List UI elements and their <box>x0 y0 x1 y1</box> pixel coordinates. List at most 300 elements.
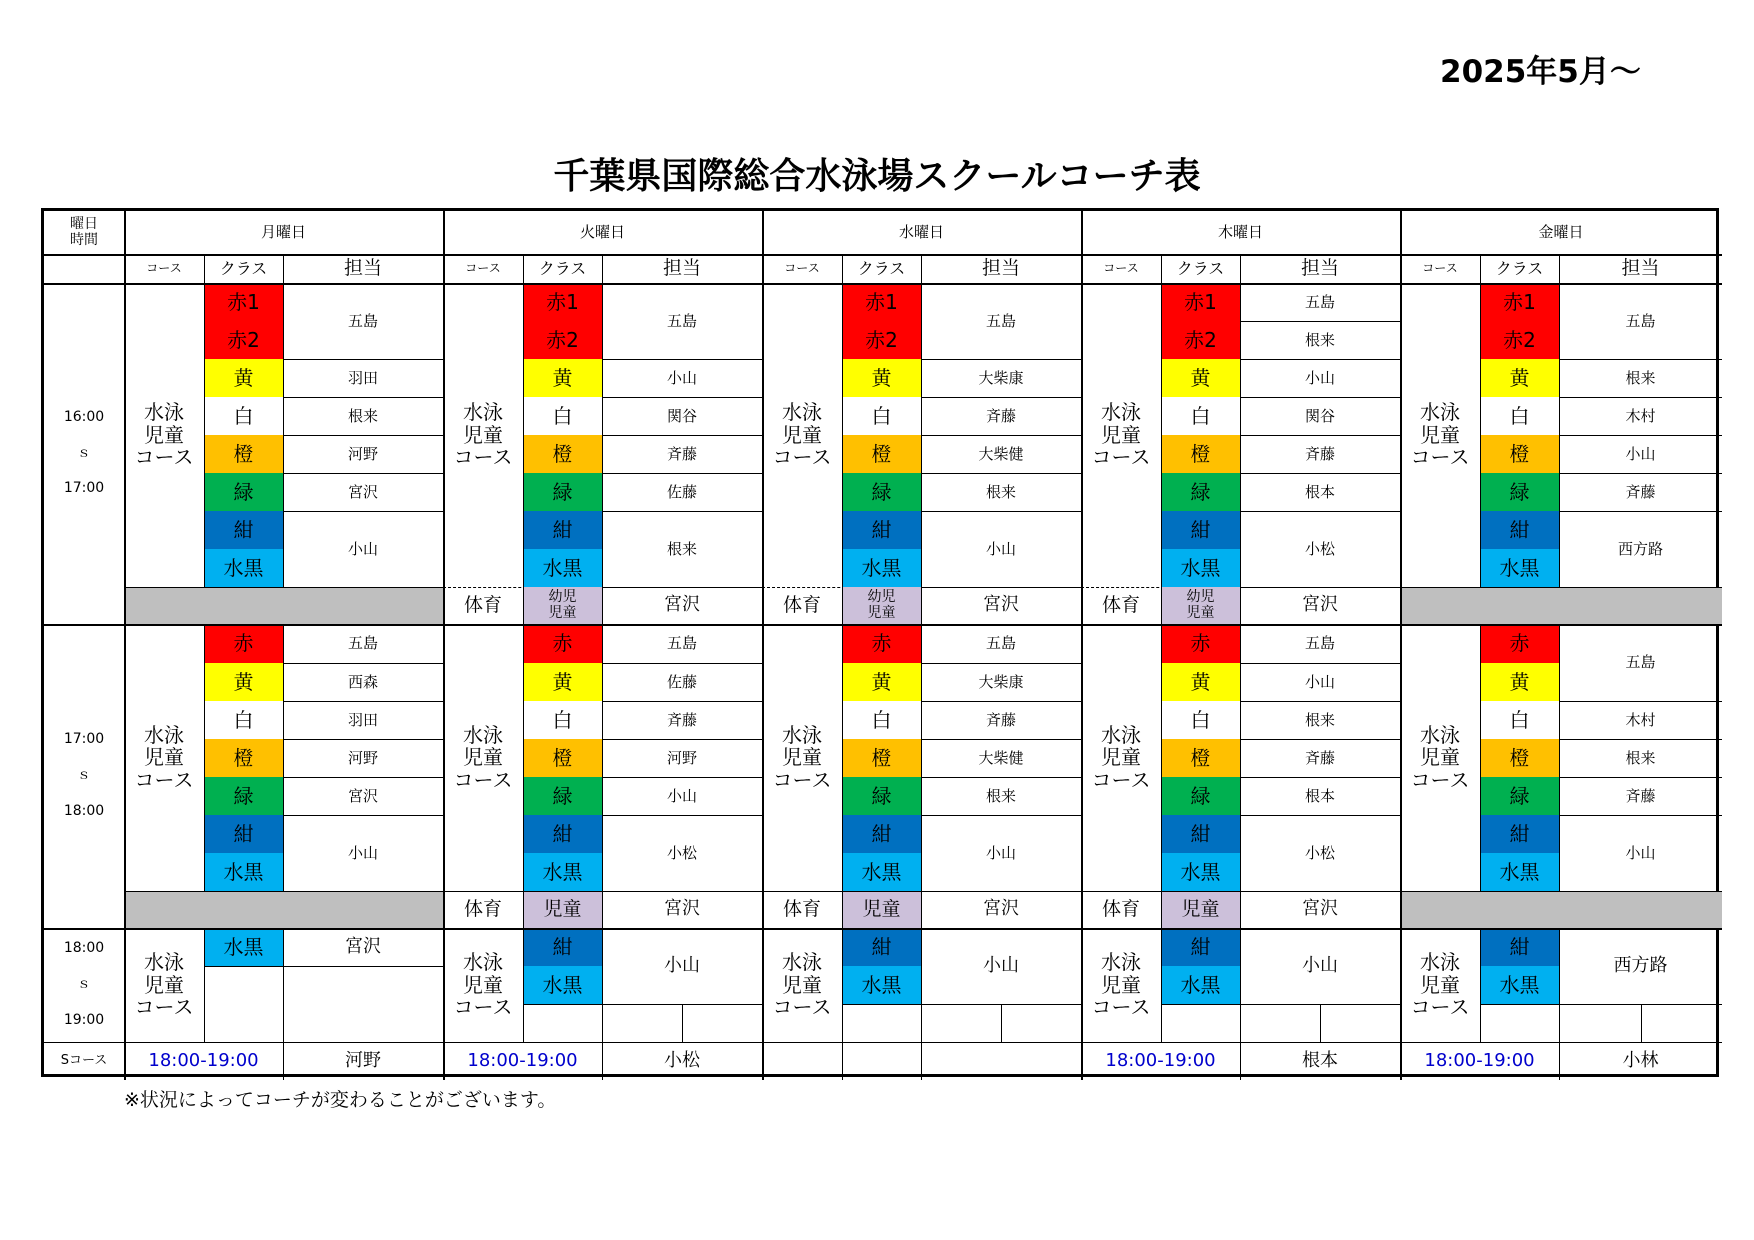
coach-cell: 小松 <box>664 1049 700 1071</box>
coach-cell: 河野 <box>345 1049 381 1071</box>
class-cell-kids: 児童 <box>1161 891 1240 928</box>
class-cell: 橙 <box>204 739 283 777</box>
grid-line <box>204 966 443 967</box>
taiiku-label: 体育 <box>1101 593 1140 616</box>
coach-cell: 宮沢 <box>664 898 700 920</box>
course-subheader: コース <box>784 260 820 275</box>
day-header-tue: 火曜日 <box>579 223 625 242</box>
class-cell: 緑 <box>842 473 921 511</box>
course-label: 水泳 児童 コース <box>1091 722 1151 792</box>
class-cell: 黄 <box>1161 359 1240 397</box>
grid-line <box>1161 928 1162 1042</box>
coach-cell: 五島 <box>666 311 697 330</box>
class-cell: 赤 <box>1161 624 1240 663</box>
grid-line <box>1559 928 1560 1042</box>
coach-cell: 宮沢 <box>1302 898 1338 920</box>
grid-line <box>602 928 603 1042</box>
coach-cell: 木村 <box>1625 710 1656 729</box>
class-cell: 水黒 <box>204 549 283 587</box>
course-label: 水泳 児童 コース <box>1410 400 1470 470</box>
grid-line <box>1400 891 1722 892</box>
grid-line <box>1480 928 1481 1042</box>
coach-cell: 木村 <box>1625 406 1656 425</box>
coach-cell: 佐藤 <box>666 482 697 501</box>
class-cell: 紺 <box>842 815 921 853</box>
grid-line <box>523 254 524 283</box>
grid-line <box>1161 891 1162 928</box>
coach-cell: 関谷 <box>1304 406 1335 425</box>
class-cell: 水黒 <box>523 853 602 891</box>
footnote: ※状況によってコーチが変わることがございます。 <box>124 1089 557 1111</box>
s-course-time: 18:00-19:00 <box>148 1049 259 1071</box>
grid-line <box>1161 587 1162 624</box>
time-label: 19:00 <box>63 1011 105 1028</box>
time-label: 17:00 <box>63 731 105 748</box>
class-cell: 赤 <box>523 624 602 663</box>
grid-line <box>682 1004 683 1042</box>
coach-cell: 小松 <box>1304 843 1335 862</box>
course-label: 水泳 児童 コース <box>453 400 513 470</box>
class-cell: 緑 <box>204 473 283 511</box>
grid-line <box>842 587 843 624</box>
grid-line <box>602 891 603 928</box>
coach-cell: 宮沢 <box>983 898 1019 920</box>
gray-empty-row <box>1400 891 1722 928</box>
class-cell: 白 <box>1161 397 1240 435</box>
coach-cell: 五島 <box>1625 653 1656 672</box>
class-cell: 水黒 <box>523 966 602 1004</box>
coach-cell: 河野 <box>347 748 378 767</box>
taiiku-label: 体育 <box>463 897 502 920</box>
grid-line <box>523 587 524 624</box>
class-cell: 白 <box>1161 701 1240 739</box>
class-cell: 赤1 <box>1161 283 1240 321</box>
coach-cell: 宮沢 <box>345 935 381 957</box>
course-subheader: コース <box>1422 260 1458 275</box>
class-cell: 橙 <box>204 435 283 473</box>
day-header-fri: 金曜日 <box>1538 223 1584 242</box>
coach-subheader: 担当 <box>1621 256 1660 279</box>
class-cell-kids: 児童 <box>842 891 921 928</box>
coach-cell: 根来 <box>985 482 1016 501</box>
coach-cell: 五島 <box>985 311 1016 330</box>
grid-line <box>523 1004 602 1005</box>
class-cell: 水黒 <box>1161 549 1240 587</box>
class-cell: 緑 <box>842 777 921 815</box>
class-cell: 紺 <box>1480 815 1559 853</box>
coach-cell: 小山 <box>1302 954 1338 976</box>
coach-cell: 小松 <box>1304 539 1335 558</box>
coach-cell: 宮沢 <box>664 594 700 616</box>
grid-line <box>921 254 922 283</box>
grid-line <box>283 254 284 283</box>
schedule-date: 2025年5月～ <box>1440 54 1641 90</box>
grid-line <box>842 254 843 283</box>
course-label: 水泳 児童 コース <box>1091 950 1151 1020</box>
class-cell: 橙 <box>1161 435 1240 473</box>
grid-line <box>1161 254 1162 283</box>
coach-cell: 関谷 <box>666 406 697 425</box>
page-title: 千葉県国際総合水泳場スクールコーチ表 <box>553 156 1201 197</box>
coach-cell: 斉藤 <box>1304 748 1335 767</box>
grid-line <box>1240 1042 1241 1080</box>
class-cell: 緑 <box>1480 777 1559 815</box>
class-cell: 水黒 <box>1161 853 1240 891</box>
class-cell-kids: 幼児 児童 <box>842 587 921 624</box>
time-label: ｓ <box>77 976 91 993</box>
grid-line <box>523 928 524 1042</box>
grid-line <box>1240 624 1241 891</box>
class-cell: 白 <box>1480 397 1559 435</box>
grid-line <box>842 624 843 891</box>
coach-cell: 根本 <box>1304 786 1335 805</box>
class-cell: 紺 <box>204 511 283 549</box>
coach-cell: 佐藤 <box>666 672 697 691</box>
class-cell: 紺 <box>523 815 602 853</box>
coach-cell: 根本 <box>1304 482 1335 501</box>
coach-subheader: 担当 <box>1300 256 1339 279</box>
grid-line <box>523 891 524 928</box>
class-cell: 橙 <box>1480 435 1559 473</box>
coach-cell: 羽田 <box>347 368 378 387</box>
course-label: 水泳 児童 コース <box>772 722 832 792</box>
taiiku-label: 体育 <box>1101 897 1140 920</box>
grid-line <box>1240 254 1241 283</box>
class-cell: 緑 <box>523 473 602 511</box>
class-cell: 橙 <box>523 435 602 473</box>
taiiku-label: 体育 <box>463 593 502 616</box>
grid-line <box>1400 211 1402 1080</box>
coach-cell: 小山 <box>666 786 697 805</box>
course-label: 水泳 児童 コース <box>453 722 513 792</box>
class-cell: 赤1 <box>1480 283 1559 321</box>
coach-cell: 根来 <box>985 786 1016 805</box>
grid-line <box>921 928 922 1042</box>
class-cell: 黄 <box>204 663 283 701</box>
course-subheader: コース <box>465 260 501 275</box>
grid-line <box>921 254 922 587</box>
coach-cell: 五島 <box>1304 634 1335 653</box>
class-cell: 橙 <box>1161 739 1240 777</box>
class-cell: 緑 <box>1161 473 1240 511</box>
time-label: 18:00 <box>63 940 105 957</box>
coach-cell: 根来 <box>347 406 378 425</box>
grid-line <box>523 254 524 587</box>
class-cell: 紺 <box>1161 815 1240 853</box>
coach-cell: 根来 <box>1304 330 1335 349</box>
coach-cell: 小山 <box>983 954 1019 976</box>
class-cell: 白 <box>842 701 921 739</box>
class-subheader: クラス <box>1176 258 1225 278</box>
grid-line <box>1480 624 1481 891</box>
class-subheader: クラス <box>538 258 587 278</box>
class-cell: 白 <box>523 701 602 739</box>
coach-cell: 西方路 <box>1617 539 1663 558</box>
grid-line <box>124 211 126 1080</box>
class-cell: 水黒 <box>1161 966 1240 1004</box>
class-cell: 赤2 <box>842 321 921 359</box>
grid-line <box>842 928 843 1042</box>
grid-line <box>1240 587 1241 624</box>
coach-subheader: 担当 <box>662 256 701 279</box>
grid-line <box>1240 928 1241 1042</box>
grid-line <box>602 254 603 283</box>
course-label: 水泳 児童 コース <box>772 950 832 1020</box>
class-cell: 緑 <box>1480 473 1559 511</box>
class-cell: 白 <box>1480 701 1559 739</box>
grid-line <box>1240 254 1241 587</box>
grid-line <box>204 254 205 283</box>
coach-cell: 宮沢 <box>1302 594 1338 616</box>
course-subheader: コース <box>146 260 182 275</box>
coach-cell: 五島 <box>347 311 378 330</box>
coach-cell: 斉藤 <box>1304 444 1335 463</box>
grid-line <box>921 624 922 891</box>
class-cell: 水黒 <box>842 853 921 891</box>
class-cell: 黄 <box>523 359 602 397</box>
grid-line <box>1161 254 1162 587</box>
coach-cell: 小山 <box>347 843 378 862</box>
class-cell: 緑 <box>1161 777 1240 815</box>
class-cell: 紺 <box>523 511 602 549</box>
grid-line <box>44 1042 1722 1043</box>
time-label: 18:00 <box>63 802 105 819</box>
class-cell: 紺 <box>1161 511 1240 549</box>
class-cell: 緑 <box>523 777 602 815</box>
grid-line <box>842 1042 843 1080</box>
coach-cell: 小山 <box>664 954 700 976</box>
class-cell: 赤 <box>204 624 283 663</box>
coach-cell: 斉藤 <box>985 406 1016 425</box>
class-cell: 赤1 <box>842 283 921 321</box>
coach-cell: 小山 <box>1304 368 1335 387</box>
time-label: ｓ <box>77 444 91 461</box>
grid-line <box>1400 587 1722 588</box>
day-header-mon: 月曜日 <box>260 223 306 242</box>
time-label: 17:00 <box>63 480 105 497</box>
coach-cell: 大柴康 <box>978 368 1024 387</box>
class-cell: 黄 <box>1480 663 1559 701</box>
coach-cell: 根来 <box>666 539 697 558</box>
s-course-time: 18:00-19:00 <box>467 1049 578 1071</box>
class-subheader: クラス <box>1495 258 1544 278</box>
class-cell: 水黒 <box>1480 549 1559 587</box>
class-cell: 赤2 <box>523 321 602 359</box>
corner-header: 曜日 時間 <box>70 215 98 248</box>
course-label: 水泳 児童 コース <box>134 400 194 470</box>
grid-line <box>1001 1004 1002 1042</box>
grid-line <box>204 254 205 587</box>
class-cell: 黄 <box>842 663 921 701</box>
coach-cell: 斉藤 <box>1625 482 1656 501</box>
grid-line <box>283 1042 284 1080</box>
course-label: 水泳 児童 コース <box>134 722 194 792</box>
course-label: 水泳 児童 コース <box>1410 722 1470 792</box>
grid-line <box>283 928 284 1042</box>
class-cell: 水黒 <box>1480 853 1559 891</box>
class-cell: 水黒 <box>204 853 283 891</box>
grid-line <box>602 254 603 587</box>
class-cell: 水黒 <box>842 966 921 1004</box>
grid-line <box>1559 624 1560 891</box>
grid-line <box>1081 211 1083 1080</box>
grid-line <box>762 211 764 1080</box>
grid-line <box>1320 1004 1321 1042</box>
s-course-label: Sコース <box>60 1052 108 1068</box>
coach-cell: 斉藤 <box>985 710 1016 729</box>
class-cell: 緑 <box>204 777 283 815</box>
s-course-time: 18:00-19:00 <box>1424 1049 1535 1071</box>
time-label: ｓ <box>77 767 91 784</box>
course-subheader: コース <box>1103 260 1139 275</box>
grid-line <box>1641 1004 1642 1042</box>
coach-cell: 五島 <box>347 634 378 653</box>
class-subheader: クラス <box>219 258 268 278</box>
class-cell: 紺 <box>842 928 921 966</box>
coach-cell: 斉藤 <box>1625 786 1656 805</box>
coach-cell: 河野 <box>666 748 697 767</box>
grid-line <box>1161 624 1162 891</box>
class-cell: 水黒 <box>204 928 283 966</box>
class-cell: 白 <box>204 397 283 435</box>
time-block-1700 <box>44 624 124 928</box>
class-cell: 紺 <box>523 928 602 966</box>
grid-line <box>1480 254 1481 283</box>
coach-cell: 小山 <box>1625 843 1656 862</box>
grid-line <box>842 891 843 928</box>
coach-cell: 斉藤 <box>666 444 697 463</box>
class-cell: 白 <box>204 701 283 739</box>
time-block-1600 <box>44 283 124 624</box>
coach-cell: 根来 <box>1304 710 1335 729</box>
coach-cell: 宮沢 <box>347 482 378 501</box>
class-cell: 赤1 <box>204 283 283 321</box>
coach-cell: 根来 <box>1625 368 1656 387</box>
grid-line <box>842 254 843 587</box>
class-cell-kids: 幼児 児童 <box>523 587 602 624</box>
coach-cell: 小山 <box>347 539 378 558</box>
class-cell: 白 <box>523 397 602 435</box>
coach-cell: 宮沢 <box>983 594 1019 616</box>
coach-cell: 小山 <box>666 368 697 387</box>
grid-line <box>1559 254 1560 587</box>
grid-line <box>921 587 922 624</box>
class-cell: 黄 <box>842 359 921 397</box>
grid-line <box>44 283 1722 285</box>
class-cell: 黄 <box>1161 663 1240 701</box>
coach-cell: 五島 <box>666 634 697 653</box>
class-cell: 紺 <box>1480 511 1559 549</box>
grid-line <box>124 891 443 892</box>
coach-schedule-table <box>41 208 1719 1077</box>
coach-cell: 羽田 <box>347 710 378 729</box>
coach-cell: 宮沢 <box>347 786 378 805</box>
class-cell: 赤1 <box>523 283 602 321</box>
coach-cell: 大柴康 <box>978 672 1024 691</box>
time-block-1800 <box>44 928 124 1042</box>
class-cell: 赤2 <box>1161 321 1240 359</box>
coach-cell: 小松 <box>666 843 697 862</box>
grid-line <box>602 587 603 624</box>
s-course-time: 18:00-19:00 <box>1105 1049 1216 1071</box>
grid-line <box>1559 1042 1560 1080</box>
grid-line <box>523 624 524 891</box>
coach-cell: 西森 <box>347 672 378 691</box>
class-cell: 赤2 <box>1480 321 1559 359</box>
coach-cell: 斉藤 <box>666 710 697 729</box>
grid-line <box>1480 254 1481 587</box>
class-cell: 黄 <box>1480 359 1559 397</box>
class-cell: 紺 <box>842 511 921 549</box>
coach-cell: 小山 <box>985 843 1016 862</box>
grid-line <box>1161 1004 1240 1005</box>
coach-cell: 小山 <box>1304 672 1335 691</box>
time-label: 16:00 <box>63 408 105 425</box>
class-cell: 白 <box>842 397 921 435</box>
grid-line <box>602 624 603 891</box>
grid-line <box>1240 891 1241 928</box>
course-label: 水泳 児童 コース <box>134 950 194 1020</box>
course-label: 水泳 児童 コース <box>1091 400 1151 470</box>
class-cell: 黄 <box>523 663 602 701</box>
grid-line <box>842 1004 921 1005</box>
class-cell: 水黒 <box>523 549 602 587</box>
coach-cell: 五島 <box>1625 311 1656 330</box>
class-cell: 赤 <box>842 624 921 663</box>
coach-cell: 大柴健 <box>978 444 1024 463</box>
coach-cell: 根本 <box>1302 1049 1338 1071</box>
coach-subheader: 担当 <box>981 256 1020 279</box>
coach-cell: 五島 <box>1304 292 1335 311</box>
coach-cell: 小山 <box>985 539 1016 558</box>
grid-line <box>443 211 445 1080</box>
coach-cell: 根来 <box>1625 748 1656 767</box>
class-cell-kids: 児童 <box>523 891 602 928</box>
grid-line <box>921 1042 922 1080</box>
day-header-thu: 木曜日 <box>1217 223 1263 242</box>
class-cell: 橙 <box>523 739 602 777</box>
coach-cell: 小山 <box>1625 444 1656 463</box>
class-cell: 赤2 <box>204 321 283 359</box>
class-cell: 橙 <box>1480 739 1559 777</box>
taiiku-label: 体育 <box>782 593 821 616</box>
class-cell: 黄 <box>204 359 283 397</box>
grid-line <box>1480 1004 1559 1005</box>
class-cell-kids: 幼児 児童 <box>1161 587 1240 624</box>
grid-line <box>44 254 1722 256</box>
class-cell: 水黒 <box>1480 966 1559 1004</box>
day-header-wed: 水曜日 <box>898 223 944 242</box>
gray-empty-row <box>1400 587 1722 624</box>
class-cell: 紺 <box>204 815 283 853</box>
coach-cell: 大柴健 <box>978 748 1024 767</box>
grid-line <box>1559 254 1560 283</box>
class-cell: 紺 <box>1480 928 1559 966</box>
course-label: 水泳 児童 コース <box>772 400 832 470</box>
grid-line <box>44 624 1722 626</box>
grid-line <box>124 587 443 588</box>
gray-empty-row <box>124 891 443 928</box>
grid-line <box>204 624 205 891</box>
class-cell: 水黒 <box>842 549 921 587</box>
course-label: 水泳 児童 コース <box>453 950 513 1020</box>
grid-line <box>283 624 284 891</box>
coach-cell: 西方路 <box>1613 954 1668 976</box>
class-cell: 橙 <box>842 435 921 473</box>
grid-line <box>44 928 1722 930</box>
coach-cell: 五島 <box>985 634 1016 653</box>
taiiku-label: 体育 <box>782 897 821 920</box>
